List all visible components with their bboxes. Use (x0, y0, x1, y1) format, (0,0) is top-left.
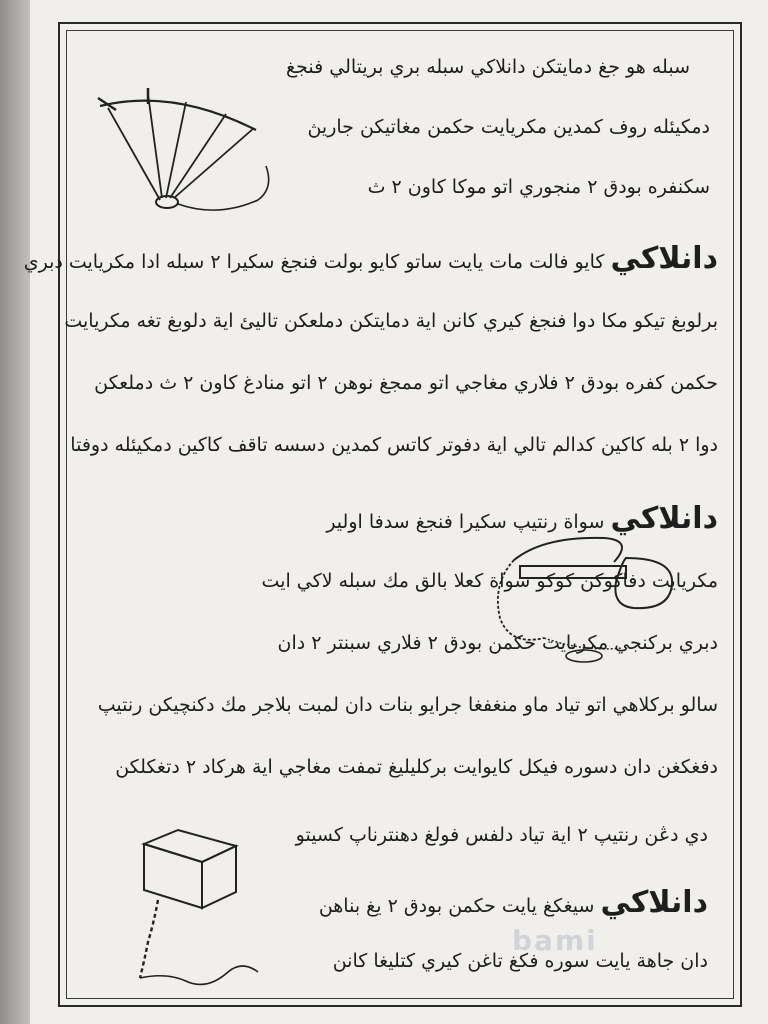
block-and-chain-illustration (118, 822, 318, 992)
text-line: دانلاكي سواة رنتيپ سكيرا فنجغ سدفا اولير (326, 501, 718, 536)
text-line: برلوبغ تيكو مكا دوا فنجغ كيري كانن اية دمايتكن دملعكن تاليئ اية دلوبغ تغه مكريايت (64, 310, 718, 332)
text-line: دفغكغن دان دسوره فيكل كايوايت بركليليغ تمفت مغاجي اية هركاد ٢ دتغكلكن (115, 756, 718, 778)
heading-word: دانلاكي (610, 241, 718, 276)
text-line: دانلاكي كايو فالت مات يايت ساتو كايو بولت فنجغ سكيرا ٢ سبله ادا مكريايت دبري (23, 241, 718, 276)
text-line: دي دڠن رنتيپ ٢ اية تياد دلفس فولغ دهنترناپ كسيتو (295, 824, 708, 846)
text-line: دوا ٢ بله كاكين كدالم تالي اية دفوتر كاتس كمدين دسسه تاقف كاكين دمكيئله دوفتا (70, 434, 718, 456)
text-line: دبري بركنجي مكريايت حكمن بودق ٢ فلاري سبنتر ٢ دان (277, 632, 718, 654)
text-line: دانلاكي سيغكغ يايت حكمن بودق ٢ يغ بناهن (318, 885, 708, 920)
text-line: سبله هو جغ دمايتكن دانلاكي سبله بري بريتالي فنجغ (286, 56, 690, 78)
text-line: دمكيئله روف كمدين مكريايت حكمن مغاتيكن جاريڽ (307, 116, 710, 138)
watermark: bami (512, 924, 598, 957)
text-line: سكنفره بودق ٢ منجوري اتو موكا كاون ٢ ث (367, 176, 710, 198)
rope-loop-illustration (484, 528, 684, 678)
text-line: سالو بركلاهي اتو تياد ماو منغفغا جرايو بنات دان لمبت بلاجر مك دكنچيكن رنتيپ (97, 694, 718, 716)
heading-word: دانلاكي (600, 885, 708, 920)
text-line: حكمن كفره بودق ٢ فلاري مغاجي اتو ممجغ نوهن ٢ اتو منادغ كاون ٢ ث دملعكن (94, 372, 718, 394)
rope-frame-illustration (78, 80, 288, 230)
heading-word: دانلاكي (610, 501, 718, 536)
text-line: دان جاهة يايت سوره فكغ تاغن كيري كتليغا كانن (332, 950, 708, 972)
text-line: مكريايت دفاكوكن كوكو سواة كعلا بالق مك سبله لاكي ايت (261, 570, 718, 592)
